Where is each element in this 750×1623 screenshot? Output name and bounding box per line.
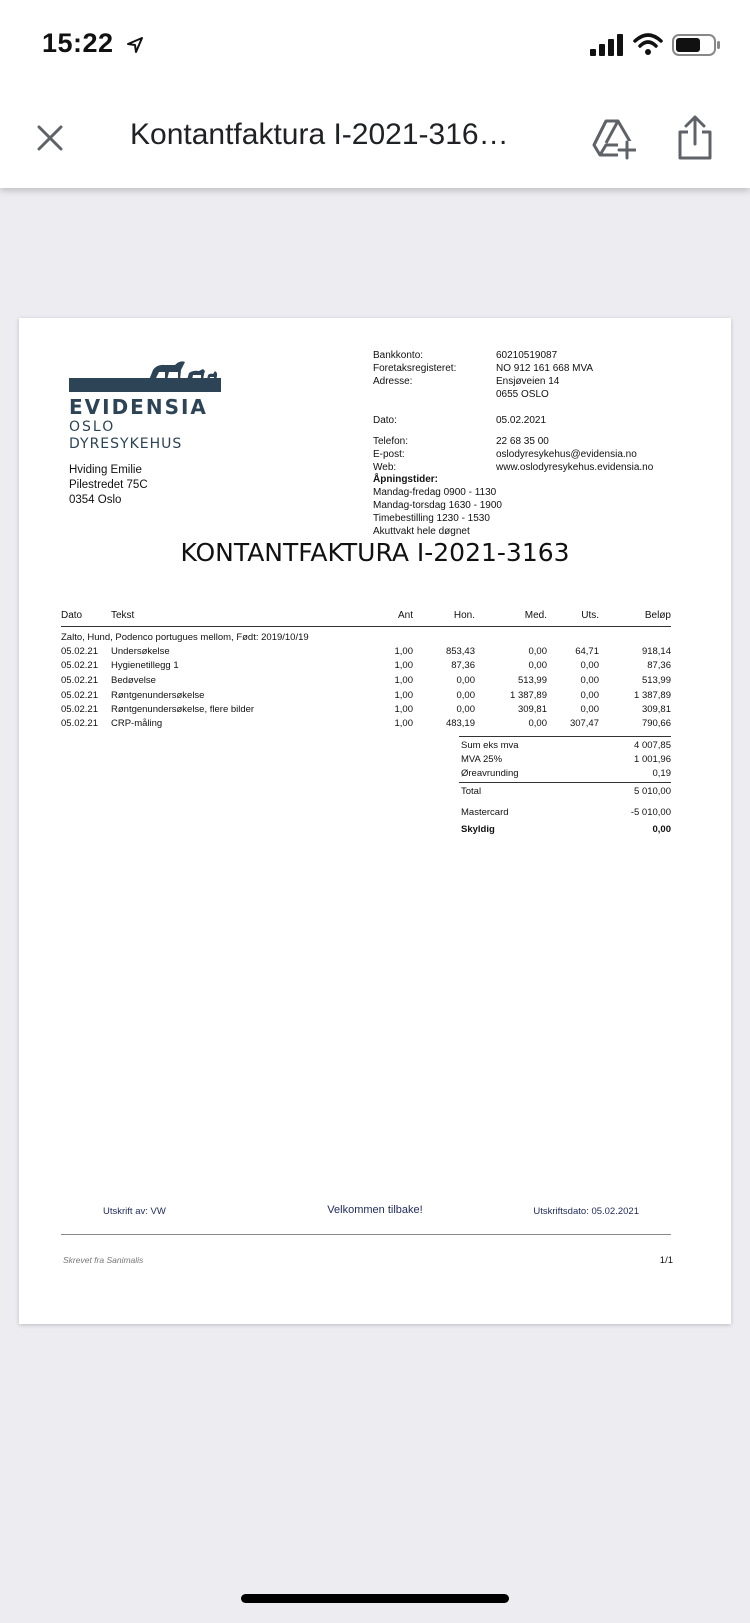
cell-ant: 1,00 [394, 718, 413, 729]
column-header-uts: Uts. [581, 610, 599, 621]
cell-med: 309,81 [517, 704, 547, 715]
cell-hon: 0,00 [456, 675, 475, 686]
sum-eks-value: 4 007,85 [634, 740, 671, 751]
opening-hours-line: Timebestilling 1230 - 1530 [373, 513, 490, 524]
column-header-dato: Dato [61, 610, 83, 621]
total-label: Total [461, 786, 482, 797]
home-indicator[interactable] [241, 1594, 509, 1603]
sum-row [19, 824, 731, 837]
page-number: 1/1 [659, 1255, 673, 1266]
opening-hours-line: Mandag-torsdag 1630 - 1900 [373, 500, 502, 511]
cell-med: 0,00 [528, 660, 547, 671]
dato-value: 05.02.2021 [496, 415, 547, 426]
cell-hon: 0,00 [456, 704, 475, 715]
cell-tekst: Bedøvelse [111, 675, 156, 686]
document-title: Kontantfaktura I-2021-316… [130, 118, 509, 151]
skyldig-label: Skyldig [461, 824, 495, 835]
cell-med: 0,00 [528, 718, 547, 729]
close-icon [36, 124, 64, 152]
table-row [19, 675, 731, 689]
logo-city: OSLO [69, 419, 116, 435]
column-header-med: Med. [524, 610, 547, 621]
footer-divider [61, 1234, 671, 1235]
adresse-line1: Ensjøveien 14 [496, 376, 560, 387]
opening-hours-line: Mandag-fredag 0900 - 1130 [373, 487, 497, 498]
invoice-title: KONTANTFAKTURA I-2021-3163 [180, 538, 570, 567]
cell-belop: 309,81 [641, 704, 671, 715]
oreavrunding-label: Øreavrunding [461, 768, 519, 779]
cell-uts: 307,47 [569, 718, 599, 729]
printed-by: Utskrift av: VW [103, 1206, 166, 1217]
mva-value: 1 001,96 [634, 754, 671, 765]
cell-dato: 05.02.21 [61, 660, 98, 671]
cell-dato: 05.02.21 [61, 718, 98, 729]
sum-row [19, 754, 731, 767]
welcome-message: Velkommen tilbake! [327, 1204, 423, 1216]
battery-icon [672, 33, 722, 57]
pdf-page [19, 318, 731, 1324]
cell-med: 513,99 [517, 675, 547, 686]
cell-ant: 1,00 [394, 646, 413, 657]
total-divider [459, 782, 671, 783]
logo-subtitle: DYRESYKEHUS [69, 436, 183, 452]
cell-uts: 0,00 [580, 704, 599, 715]
web-label: Web: [373, 462, 397, 473]
cell-uts: 64,71 [575, 646, 599, 657]
logo-name: EVIDENSIA [69, 395, 208, 419]
table-header-divider [61, 626, 671, 627]
cell-belop: 1 387,89 [634, 690, 671, 701]
location-arrow-icon [125, 35, 145, 55]
foretak-label: Foretaksregisteret: [373, 363, 457, 374]
cell-uts: 0,00 [580, 690, 599, 701]
cell-hon: 0,00 [456, 690, 475, 701]
sum-row [19, 740, 731, 753]
total-value: 5 010,00 [634, 786, 671, 797]
status-time: 15:22 [42, 28, 114, 58]
sum-row [19, 786, 731, 799]
cell-dato: 05.02.21 [61, 646, 98, 657]
table-row [19, 704, 731, 718]
column-header-belop: Beløp [644, 610, 671, 621]
recipient-name: Hviding Emilie [69, 464, 142, 476]
column-header-hon: Hon. [453, 610, 475, 621]
cell-belop: 918,14 [641, 646, 671, 657]
cell-belop: 790,66 [641, 718, 671, 729]
skyldig-value: 0,00 [652, 824, 671, 835]
telefon-label: Telefon: [373, 436, 409, 447]
add-to-drive-icon[interactable] [590, 115, 636, 161]
opening-hours-title: Åpningstider: [373, 474, 438, 485]
share-icon[interactable] [675, 114, 715, 162]
opening-hours-line: Akuttvakt hele døgnet [373, 526, 470, 537]
opening-hours [373, 473, 502, 538]
cell-dato: 05.02.21 [61, 704, 98, 715]
column-header-ant: Ant [397, 610, 413, 621]
sum-row [19, 807, 731, 820]
table-row [19, 660, 731, 674]
mastercard-label: Mastercard [461, 807, 509, 818]
cellular-signal-icon [590, 34, 626, 56]
bankkonto-label: Bankkonto: [373, 350, 424, 361]
print-date: Utskriftsdato: 05.02.2021 [533, 1206, 639, 1217]
cell-hon: 483,19 [445, 718, 475, 729]
top-bar [0, 0, 750, 188]
cell-ant: 1,00 [394, 704, 413, 715]
cell-uts: 0,00 [580, 675, 599, 686]
epost-label: E-post: [373, 449, 405, 460]
cell-dato: 05.02.21 [61, 690, 98, 701]
cell-ant: 1,00 [394, 660, 413, 671]
cell-hon: 853,43 [445, 646, 475, 657]
table-row [19, 646, 731, 660]
close-button[interactable] [30, 118, 70, 158]
adresse-label: Adresse: [373, 376, 413, 387]
mva-label: MVA 25% [461, 754, 503, 765]
cell-ant: 1,00 [394, 675, 413, 686]
adresse-line2: 0655 OSLO [496, 389, 549, 400]
software-credit: Skrevet fra Sanimalis [63, 1255, 144, 1265]
dato-label: Dato: [373, 415, 397, 426]
cell-belop: 513,99 [641, 675, 671, 686]
bankkonto-value: 60210519087 [496, 350, 558, 361]
oreavrunding-value: 0,19 [652, 768, 671, 779]
mastercard-value: -5 010,00 [630, 807, 671, 818]
sum-eks-label: Sum eks mva [461, 740, 519, 751]
sum-row [19, 768, 731, 781]
cell-ant: 1,00 [394, 690, 413, 701]
evidensia-logo [69, 356, 239, 452]
logo-bar [69, 378, 221, 392]
cell-belop: 87,36 [647, 660, 671, 671]
cell-tekst: Røntgenundersøkelse [111, 690, 205, 701]
recipient-street: Pilestredet 75C [69, 479, 148, 491]
cell-tekst: Undersøkelse [111, 646, 170, 657]
wifi-icon [633, 32, 663, 56]
web-value: www.oslodyresykehus.evidensia.no [496, 462, 654, 473]
cell-hon: 87,36 [451, 660, 475, 671]
cell-tekst: CRP-måling [111, 718, 163, 729]
recipient-city: 0354 Oslo [69, 494, 122, 506]
patient-info: Zalto, Hund, Podenco portugues mellom, Født: 2019/10/19 [61, 632, 309, 643]
cell-tekst: Hygienetillegg 1 [111, 660, 179, 671]
cell-uts: 0,00 [580, 660, 599, 671]
cell-dato: 05.02.21 [61, 675, 98, 686]
foretak-value: NO 912 161 668 MVA [496, 363, 594, 374]
sum-divider [459, 736, 671, 737]
telefon-value: 22 68 35 00 [496, 436, 549, 447]
column-header-tekst: Tekst [111, 610, 135, 621]
cell-tekst: Røntgenundersøkelse, flere bilder [111, 704, 255, 715]
table-row [19, 690, 731, 704]
cell-med: 1 387,89 [510, 690, 547, 701]
table-row [19, 718, 731, 732]
epost-value: oslodyresykehus@evidensia.no [496, 449, 637, 460]
cell-med: 0,00 [528, 646, 547, 657]
recipient-address [69, 463, 148, 508]
